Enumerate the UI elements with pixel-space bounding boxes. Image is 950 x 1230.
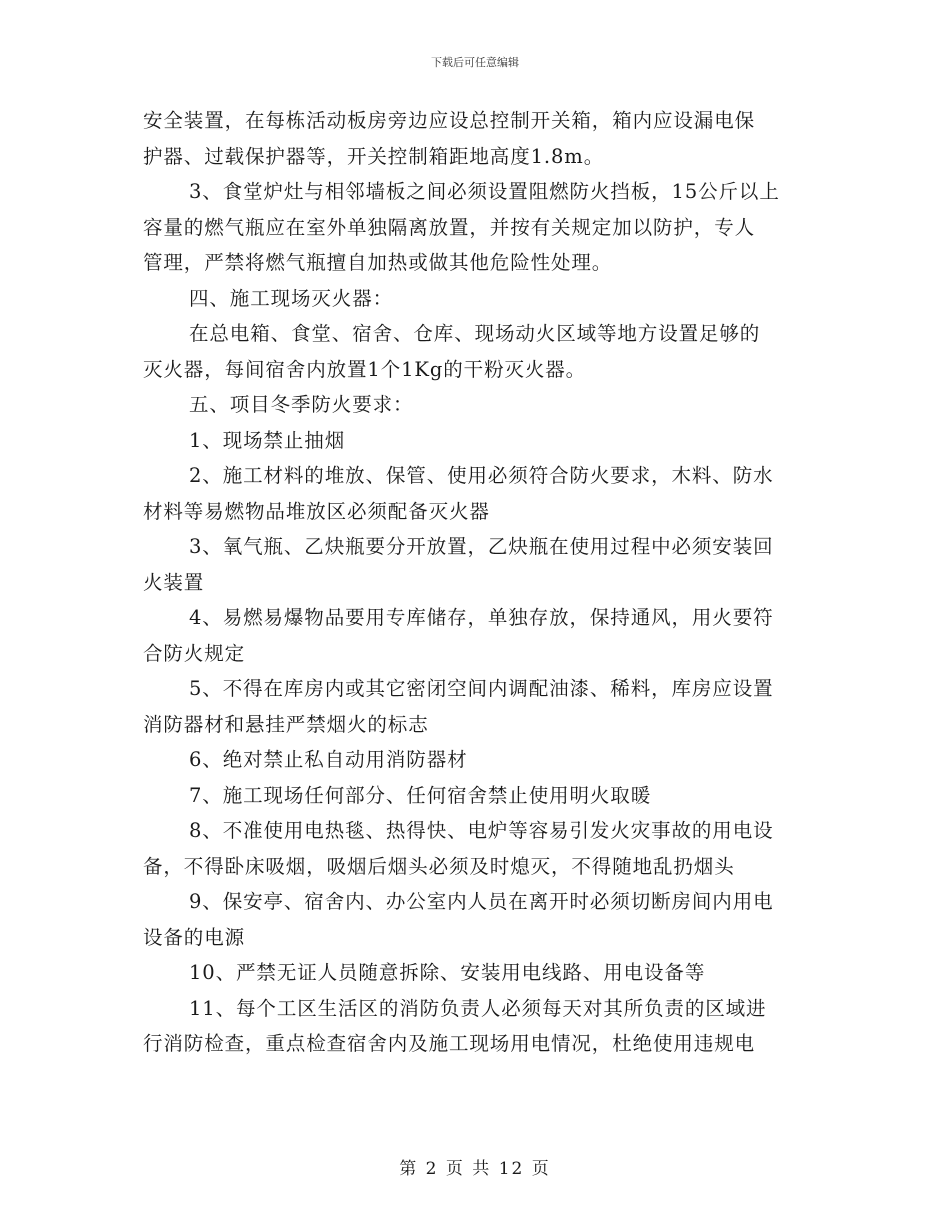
text-line: 3、食堂炉灶与相邻墙板之间必须设置阻燃防火挡板，15公斤以上 — [189, 180, 780, 203]
text-line: 2、施工材料的堆放、保管、使用必须符合防火要求，木料、防水 — [189, 464, 774, 487]
document-body — [143, 103, 813, 1062]
text-line: 火装置 — [143, 570, 205, 594]
text-line: 备，不得卧床吸烟，吸烟后烟头必须及时熄灭，不得随地乱扔烟头 — [143, 854, 735, 878]
text-line: 10、严禁无证人员随意拆除、安装用电线路、用电设备等 — [189, 961, 706, 984]
text-line: 11、每个工区生活区的消防负责人必须每天对其所负责的区域进 — [189, 996, 767, 1020]
text-line: 6、绝对禁止私自动用消防器材 — [189, 748, 468, 771]
text-line: 设备的电源 — [143, 925, 246, 949]
page-number: 第 2 页 共 12 页 — [399, 1159, 551, 1179]
text-line: 行消防检查，重点检查宿舍内及施工现场用电情况，杜绝使用违规电 — [143, 1032, 756, 1055]
text-line: 4、易燃易爆物品要用专库储存，单独存放，保持通风，用火要符 — [189, 606, 774, 629]
text-line: 合防火规定 — [143, 641, 246, 665]
text-line: 1、现场禁止抽烟 — [189, 428, 346, 452]
text-line: 8、不准使用电热毯、热得快、电炉等容易引发火灾事故的用电设 — [189, 819, 774, 842]
section-heading: 四、施工现场灭火器： — [189, 286, 394, 310]
text-line: 容量的燃气瓶应在室外单独隔离放置，并按有关规定加以防护，专人 — [143, 215, 756, 239]
text-line: 护器、过载保护器等，开关控制箱距地高度1.8m。 — [143, 144, 605, 168]
text-line: 9、保安亭、宿舍内、办公室内人员在离开时必须切断房间内用电 — [189, 890, 774, 913]
text-line: 灭火器，每间宿舍内放置1个1Kg的干粉灭火器。 — [143, 357, 587, 381]
text-line: 消防器材和悬挂严禁烟火的标志 — [143, 712, 429, 736]
text-line: 材料等易燃物品堆放区必须配备灭火器 — [143, 499, 490, 523]
text-line: 在总电箱、食堂、宿舍、仓库、现场动火区域等地方设置足够的 — [189, 322, 761, 345]
text-line: 7、施工现场任何部分、任何宿舍禁止使用明火取暖 — [189, 783, 652, 807]
text-line: 管理，严禁将燃气瓶擅自加热或做其他危险性处理。 — [143, 251, 613, 274]
page-header: 下载后可任意编辑 — [431, 56, 519, 69]
section-heading: 五、项目冬季防火要求： — [189, 393, 414, 416]
text-line: 3、氧气瓶、乙炔瓶要分开放置，乙炔瓶在使用过程中必须安装回 — [189, 535, 774, 558]
text-line: 安全装置，在每栋活动板房旁边应设总控制开关箱，箱内应设漏电保 — [143, 109, 756, 132]
text-line: 5、不得在库房内或其它密闭空间内调配油漆、稀料，库房应设置 — [189, 677, 774, 700]
